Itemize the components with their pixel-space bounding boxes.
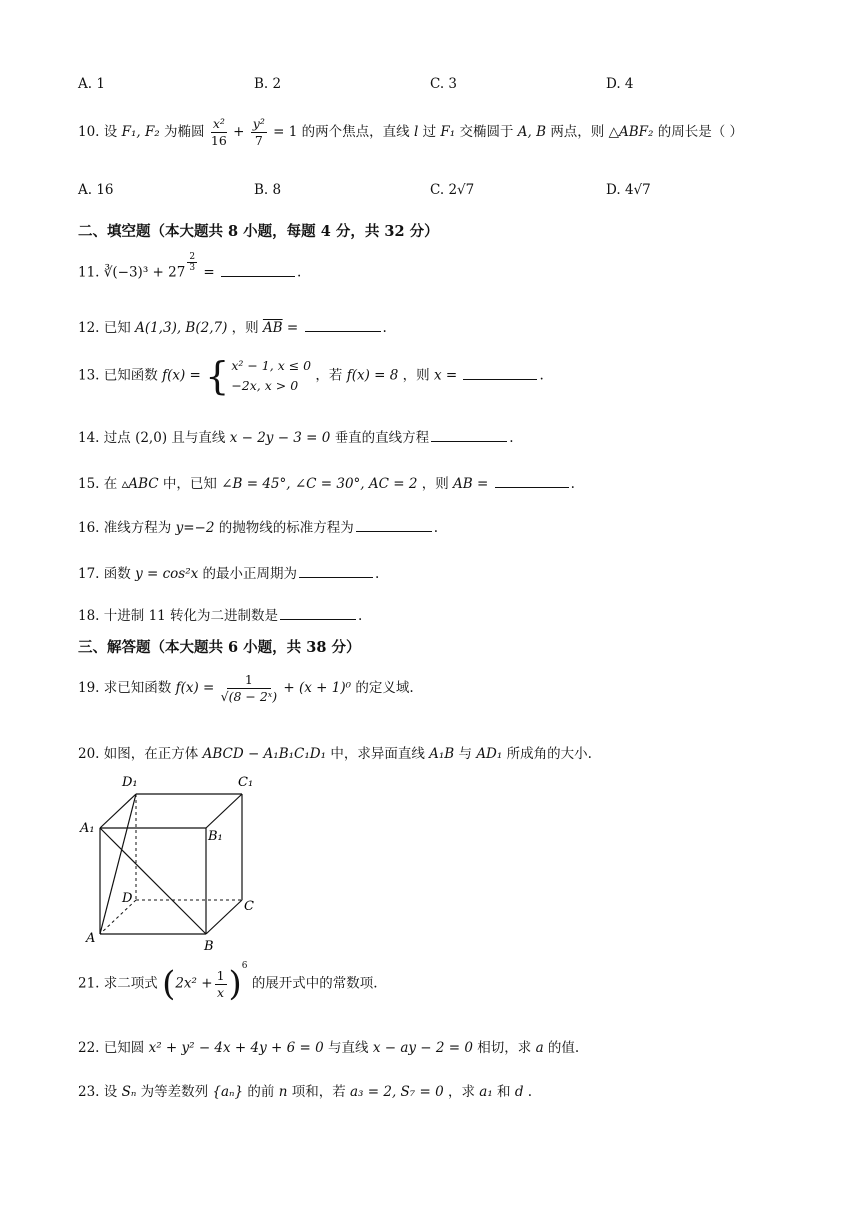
q15-text: 在 bbox=[103, 476, 118, 492]
q16-text: 的抛物线的标准方程为 bbox=[218, 520, 354, 536]
q16-end: . bbox=[433, 520, 439, 536]
q21-frac-den: x bbox=[217, 984, 225, 1000]
q21-right-paren: ) bbox=[228, 964, 242, 1004]
answer-blank[interactable] bbox=[305, 330, 381, 332]
q22-line: x − ay − 2 = 0 bbox=[372, 1040, 473, 1056]
label-a: A bbox=[86, 931, 96, 946]
question-number: 10. bbox=[78, 124, 100, 140]
answer-blank[interactable] bbox=[356, 530, 432, 532]
q10-option-c-label: C. bbox=[430, 182, 445, 198]
q15-end: . bbox=[570, 476, 575, 492]
q13-piecewise bbox=[205, 356, 311, 396]
q13-end: . bbox=[539, 367, 544, 384]
q10-ab: A, B bbox=[517, 124, 547, 140]
q22-text: 已知圆 bbox=[103, 1040, 145, 1056]
question-21 bbox=[78, 961, 378, 1004]
q17-text: 的最小正周期为 bbox=[202, 566, 298, 582]
q10-plus: + bbox=[233, 124, 245, 140]
q9-option-b: B. 2 bbox=[254, 76, 282, 92]
question-number: 20. bbox=[78, 746, 100, 762]
label-d: D bbox=[122, 891, 133, 906]
question-number: 21. bbox=[78, 975, 100, 992]
q10-frac-y bbox=[251, 116, 267, 149]
q13-text: 已知函数 bbox=[103, 367, 158, 384]
q11-end: . bbox=[296, 264, 302, 281]
q21-left-paren: ( bbox=[162, 964, 176, 1004]
q10-text: 过 bbox=[422, 124, 437, 140]
q17-function: y = cos²x bbox=[135, 566, 199, 582]
q11-expression: ∛(−3)³ + 27 bbox=[103, 264, 186, 281]
q18-text: 十进制 11 转化为二进制数是 bbox=[103, 608, 279, 624]
q10-eq: = 1 bbox=[273, 124, 298, 140]
q10-option-d-label: D. bbox=[606, 182, 621, 198]
question-number: 18. bbox=[78, 608, 100, 624]
q14-line: x − 2y − 3 = 0 bbox=[229, 430, 331, 446]
q15-ab: AB = bbox=[453, 476, 489, 492]
q14-text: 垂直的直线方程 bbox=[334, 430, 430, 446]
q10-option-a: A. 16 bbox=[78, 182, 114, 198]
q21-base: 2x² + bbox=[175, 975, 213, 992]
label-c1: C₁ bbox=[238, 775, 254, 790]
q23-n: n bbox=[278, 1084, 288, 1100]
question-10 bbox=[78, 116, 743, 149]
q10-foci: F₁, F₂ bbox=[121, 124, 160, 140]
q23-text: 的前 bbox=[247, 1084, 275, 1100]
question-13 bbox=[78, 356, 544, 396]
q22-text: 的值. bbox=[547, 1040, 580, 1056]
label-b1: B₁ bbox=[208, 829, 223, 844]
q14-text: 过点 bbox=[103, 430, 131, 446]
section-heading-solutions: 三、解答题（本大题共 6 小题，共 38 分） bbox=[78, 639, 361, 656]
q13-fx8: f(x) = 8 bbox=[346, 367, 399, 384]
q19-frac-den: √(8 − 2ˣ) bbox=[220, 689, 278, 704]
q23-conditions: a₃ = 2, S₇ = 0 bbox=[350, 1084, 444, 1100]
q10-frac-x-den: 16 bbox=[210, 133, 227, 148]
q18-end: . bbox=[358, 608, 363, 624]
q10-frac-y-num: y² bbox=[252, 116, 265, 131]
q20-text: 如图，在正方体 bbox=[103, 746, 199, 762]
q10-text: 交椭圆于 bbox=[459, 124, 514, 140]
q22-circle: x² + y² − 4x + 4y + 6 = 0 bbox=[148, 1040, 324, 1056]
q23-sequence: {aₙ} bbox=[212, 1084, 244, 1100]
q14-end: . bbox=[509, 430, 514, 446]
q23-text: 项和，若 bbox=[291, 1084, 346, 1100]
q10-text: 的周长是（ ） bbox=[657, 124, 744, 140]
q12-text: ，则 bbox=[231, 320, 259, 336]
q13-fx: f(x) = bbox=[162, 367, 201, 384]
question-18 bbox=[78, 604, 362, 624]
label-d1: D₁ bbox=[122, 775, 138, 790]
q15-triangle: ▵ABC bbox=[121, 476, 159, 492]
q11-exponent bbox=[187, 252, 197, 273]
q13-brace: { bbox=[205, 354, 230, 398]
question-number: 19. bbox=[78, 680, 100, 696]
q10-triangle: △ABF₂ bbox=[608, 124, 654, 140]
answer-blank[interactable] bbox=[463, 378, 537, 380]
q20-text: 中，求异面直线 bbox=[330, 746, 425, 762]
question-number: 17. bbox=[78, 566, 100, 582]
q9-option-a: A. 1 bbox=[78, 76, 105, 92]
q22-text: 与直线 bbox=[328, 1040, 369, 1056]
segment-a1b bbox=[100, 828, 206, 934]
q10-option-c-value: 2√7 bbox=[448, 182, 475, 198]
q11-eq: = bbox=[203, 264, 215, 281]
edge-d1a1 bbox=[100, 794, 136, 828]
q10-text-pre: 设 bbox=[103, 124, 118, 140]
q23-text: ，求 bbox=[447, 1084, 475, 1100]
q23-a1: a₁ bbox=[479, 1084, 493, 1100]
label-c: C bbox=[244, 899, 254, 914]
cube-figure bbox=[78, 770, 278, 955]
question-number: 12. bbox=[78, 320, 100, 336]
q17-text: 函数 bbox=[103, 566, 131, 582]
question-number: 11. bbox=[78, 264, 100, 281]
q20-line-1: A₁B bbox=[429, 746, 455, 762]
q13-x: x = bbox=[433, 367, 458, 384]
q10-text: 的两个焦点，直线 bbox=[301, 124, 410, 140]
label-b: B bbox=[204, 939, 214, 954]
q20-text: 与 bbox=[458, 746, 473, 762]
q23-end: . bbox=[527, 1084, 533, 1100]
answer-blank[interactable] bbox=[280, 618, 356, 620]
question-23 bbox=[78, 1080, 532, 1100]
q12-eq: = bbox=[286, 320, 299, 336]
question-14 bbox=[78, 426, 513, 446]
question-22 bbox=[78, 1036, 579, 1056]
question-12 bbox=[78, 316, 387, 336]
q21-frac-num: 1 bbox=[216, 967, 225, 983]
q12-end: . bbox=[382, 320, 387, 336]
q20-line-2: AD₁ bbox=[476, 746, 503, 762]
answer-blank[interactable] bbox=[221, 275, 295, 277]
label-a1: A₁ bbox=[80, 821, 95, 836]
q14-point: (2,0) bbox=[135, 430, 168, 446]
q9-option-c: C. 3 bbox=[430, 76, 458, 92]
question-11 bbox=[78, 252, 302, 281]
q14-text: 且与直线 bbox=[171, 430, 226, 446]
q21-power: 6 bbox=[241, 961, 248, 971]
q23-sn: Sₙ bbox=[121, 1084, 137, 1100]
question-number: 13. bbox=[78, 367, 100, 384]
q10-option-d bbox=[606, 182, 651, 198]
q23-text: 设 bbox=[103, 1084, 118, 1100]
q10-frac-x-num: x² bbox=[212, 116, 225, 131]
q13-case1: x² − 1, x ≤ 0 bbox=[231, 358, 312, 373]
q22-a: a bbox=[535, 1040, 544, 1056]
q10-frac-x bbox=[211, 116, 227, 149]
answer-blank[interactable] bbox=[431, 440, 507, 442]
question-16 bbox=[78, 516, 438, 536]
question-number: 15. bbox=[78, 476, 100, 492]
q19-tail: + (x + 1)⁰ bbox=[283, 680, 352, 696]
question-number: 22. bbox=[78, 1040, 100, 1056]
q19-frac-num: 1 bbox=[227, 672, 271, 689]
q20-text: 所成角的大小. bbox=[506, 746, 592, 762]
q11-exp-den: 3 bbox=[189, 263, 196, 273]
section-heading-fill-in: 二、填空题（本大题共 8 小题，每题 4 分，共 32 分） bbox=[78, 223, 439, 240]
q19-fraction bbox=[221, 672, 277, 705]
q21-text: 的展开式中的常数项. bbox=[251, 975, 378, 992]
q23-text: 为等差数列 bbox=[140, 1084, 209, 1100]
q19-text: 求已知函数 bbox=[103, 680, 172, 696]
q23-d: d bbox=[514, 1084, 524, 1100]
q10-option-b: B. 8 bbox=[254, 182, 282, 198]
question-20 bbox=[78, 742, 592, 762]
edge-c1b1 bbox=[206, 794, 242, 828]
q10-option-d-value: 4√7 bbox=[624, 182, 651, 198]
segment-ad1 bbox=[100, 794, 136, 934]
q19-fx: f(x) = bbox=[175, 680, 215, 696]
q10-f1: F₁ bbox=[440, 124, 456, 140]
q9-option-d: D. 4 bbox=[606, 76, 634, 92]
q22-text: 相切，求 bbox=[477, 1040, 532, 1056]
q13-text: ，若 bbox=[315, 367, 343, 384]
q13-case2: −2x, x > 0 bbox=[231, 378, 299, 393]
answer-blank[interactable] bbox=[299, 576, 373, 578]
q21-text: 求二项式 bbox=[103, 975, 158, 992]
q12-points: A(1,3), B(2,7) bbox=[135, 320, 228, 336]
q10-text: 为椭圆 bbox=[164, 124, 205, 140]
question-number: 23. bbox=[78, 1084, 100, 1100]
q19-text: 的定义域. bbox=[355, 680, 414, 696]
question-17 bbox=[78, 562, 379, 582]
question-number: 16. bbox=[78, 520, 100, 536]
q21-fraction bbox=[215, 968, 227, 1001]
q12-text: 已知 bbox=[103, 320, 131, 336]
answer-blank[interactable] bbox=[495, 486, 569, 488]
edge-bc bbox=[206, 900, 242, 934]
q20-cube: ABCD − A₁B₁C₁D₁ bbox=[202, 746, 327, 762]
question-19 bbox=[78, 672, 414, 705]
q17-end: . bbox=[375, 566, 380, 582]
q10-text: 两点，则 bbox=[550, 124, 605, 140]
q15-conditions: ∠B = 45°, ∠C = 30°, AC = 2 bbox=[221, 476, 418, 492]
q15-text: ，则 bbox=[421, 476, 449, 492]
q23-text: 和 bbox=[497, 1084, 511, 1100]
q11-exp-num: 2 bbox=[189, 252, 196, 262]
q10-line-l: l bbox=[413, 124, 419, 140]
q16-directrix: y=−2 bbox=[175, 520, 215, 536]
q16-text: 准线方程为 bbox=[103, 520, 172, 536]
q13-text: ，则 bbox=[402, 367, 430, 384]
q12-vector: $\overline{AB}$ bbox=[262, 320, 283, 336]
q15-text: 中，已知 bbox=[162, 476, 217, 492]
question-15 bbox=[78, 472, 575, 492]
q10-option-c bbox=[430, 182, 474, 198]
question-number: 14. bbox=[78, 430, 100, 446]
q10-frac-y-den: 7 bbox=[254, 133, 263, 148]
